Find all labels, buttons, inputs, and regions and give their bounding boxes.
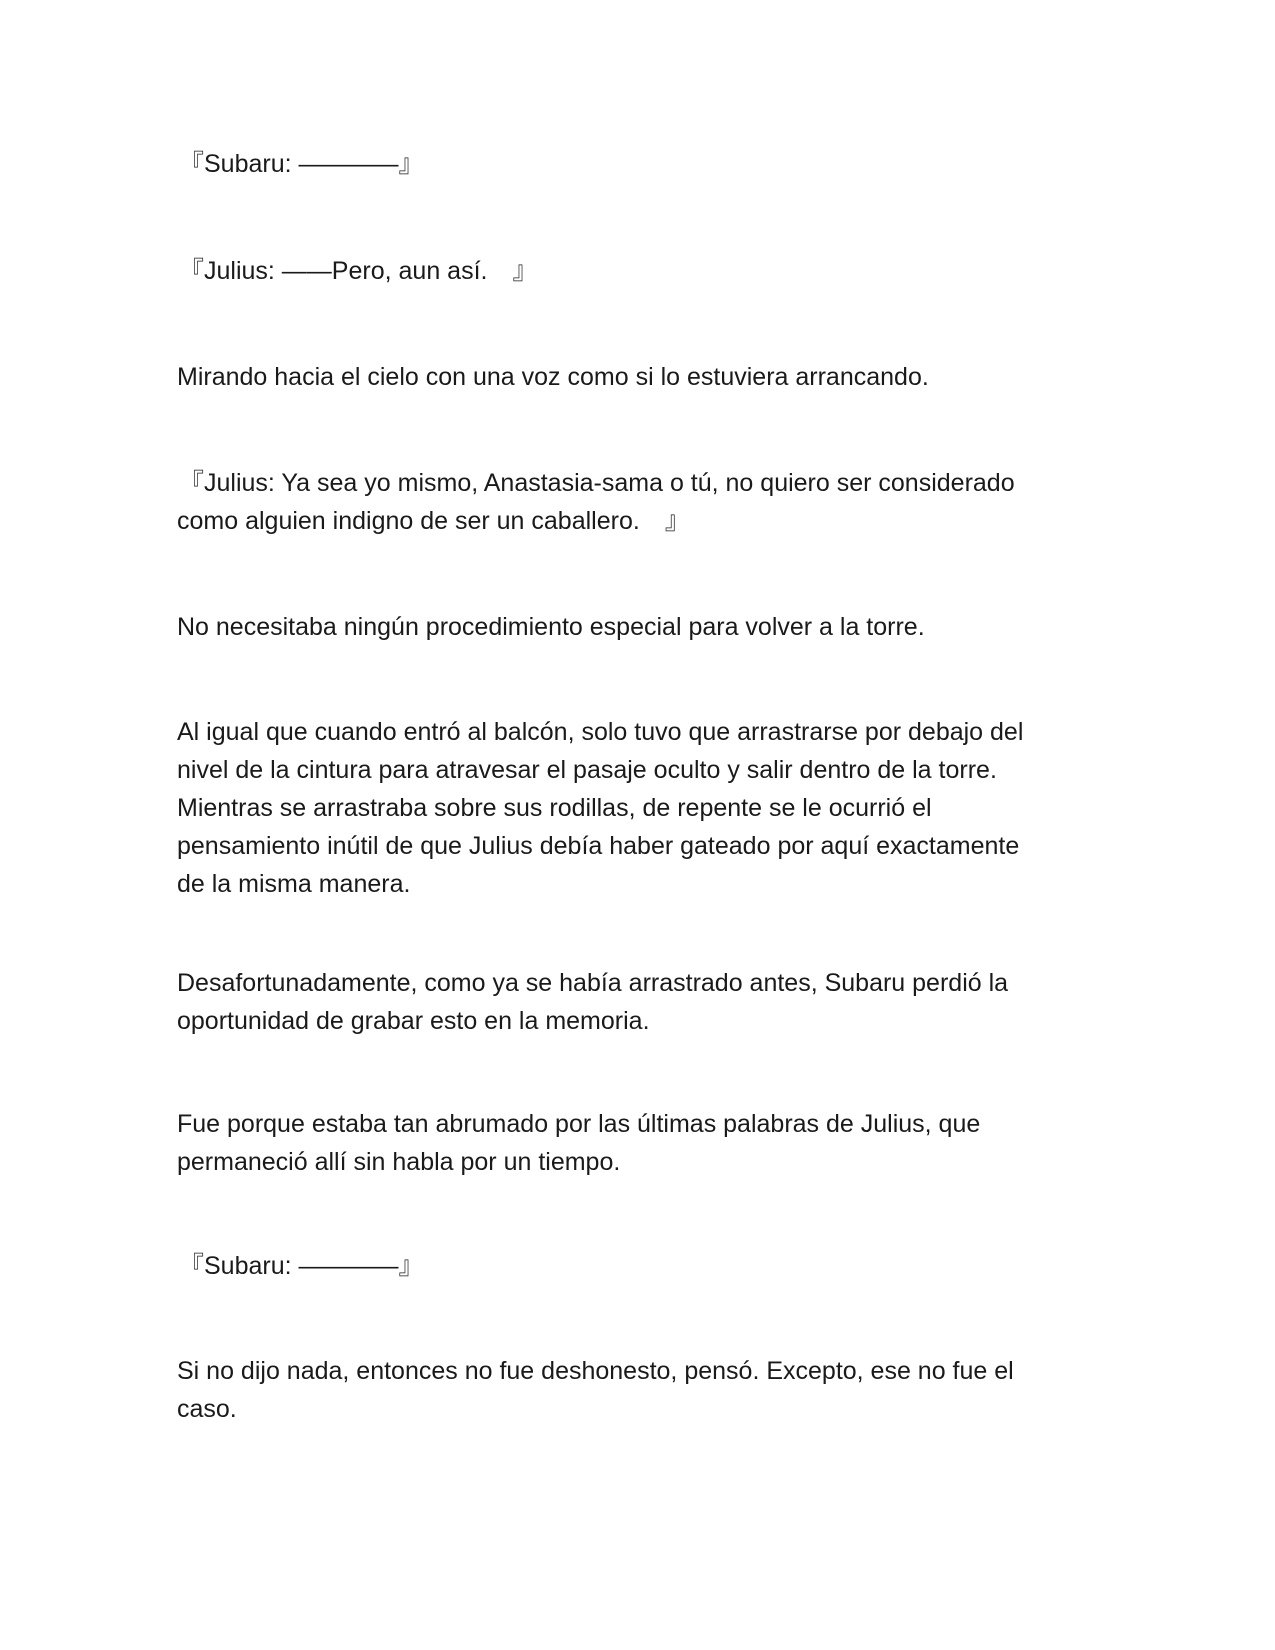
text-line: nivel de la cintura para atravesar el pasaje oculto y salir dentro de la torre.: [177, 756, 997, 784]
text-line: 『Julius: ――Pero, aun así. 』: [179, 257, 538, 285]
text-line: Mirando hacia el cielo con una voz como si lo estuviera arrancando.: [177, 363, 929, 391]
narration-paragraph-4: [177, 964, 1097, 1040]
text-line: Mientras se arrastraba sobre sus rodillas, de repente se le ocurrió el: [177, 794, 932, 822]
narration-paragraph-5: [177, 1105, 1097, 1181]
text-line: permaneció allí sin habla por un tiempo.: [177, 1148, 621, 1176]
narration-paragraph-3: [177, 713, 1097, 903]
text-line: oportunidad de grabar esto en la memoria.: [177, 1007, 650, 1035]
text-line: Desafortunadamente, como ya se había arrastrado antes, Subaru perdió la: [177, 969, 1009, 997]
narration-paragraph-2: [177, 608, 1097, 646]
text-line: 『Subaru: ――――』: [179, 1252, 424, 1280]
text-line: Fue porque estaba tan abrumado por las últimas palabras de Julius, que: [177, 1110, 981, 1138]
text-line: de la misma manera.: [177, 870, 411, 898]
text-line: No necesitaba ningún procedimiento especial para volver a la torre.: [177, 613, 925, 641]
dialogue-subaru-1: [179, 145, 1099, 183]
text-line: Al igual que cuando entró al balcón, solo tuvo que arrastrarse por debajo del: [177, 718, 1024, 746]
text-line: pensamiento inútil de que Julius debía haber gateado por aquí exactamente: [177, 832, 1020, 860]
text-line: caso.: [177, 1395, 237, 1423]
text-line: como alguien indigno de ser un caballero. 』: [177, 507, 690, 535]
dialogue-subaru-2: [179, 1247, 1099, 1285]
text-line: 『Subaru: ――――』: [179, 150, 424, 178]
text-line: Si no dijo nada, entonces no fue deshonesto, pensó. Excepto, ese no fue el: [177, 1357, 1014, 1385]
narration-paragraph-6: [177, 1352, 1097, 1428]
narration-paragraph-1: [177, 358, 1097, 396]
dialogue-julius-2: [177, 464, 1097, 540]
text-line: 『Julius: Ya sea yo mismo, Anastasia-sama o tú, no quiero ser considerado: [179, 469, 1015, 497]
dialogue-julius-1: [179, 252, 1099, 290]
